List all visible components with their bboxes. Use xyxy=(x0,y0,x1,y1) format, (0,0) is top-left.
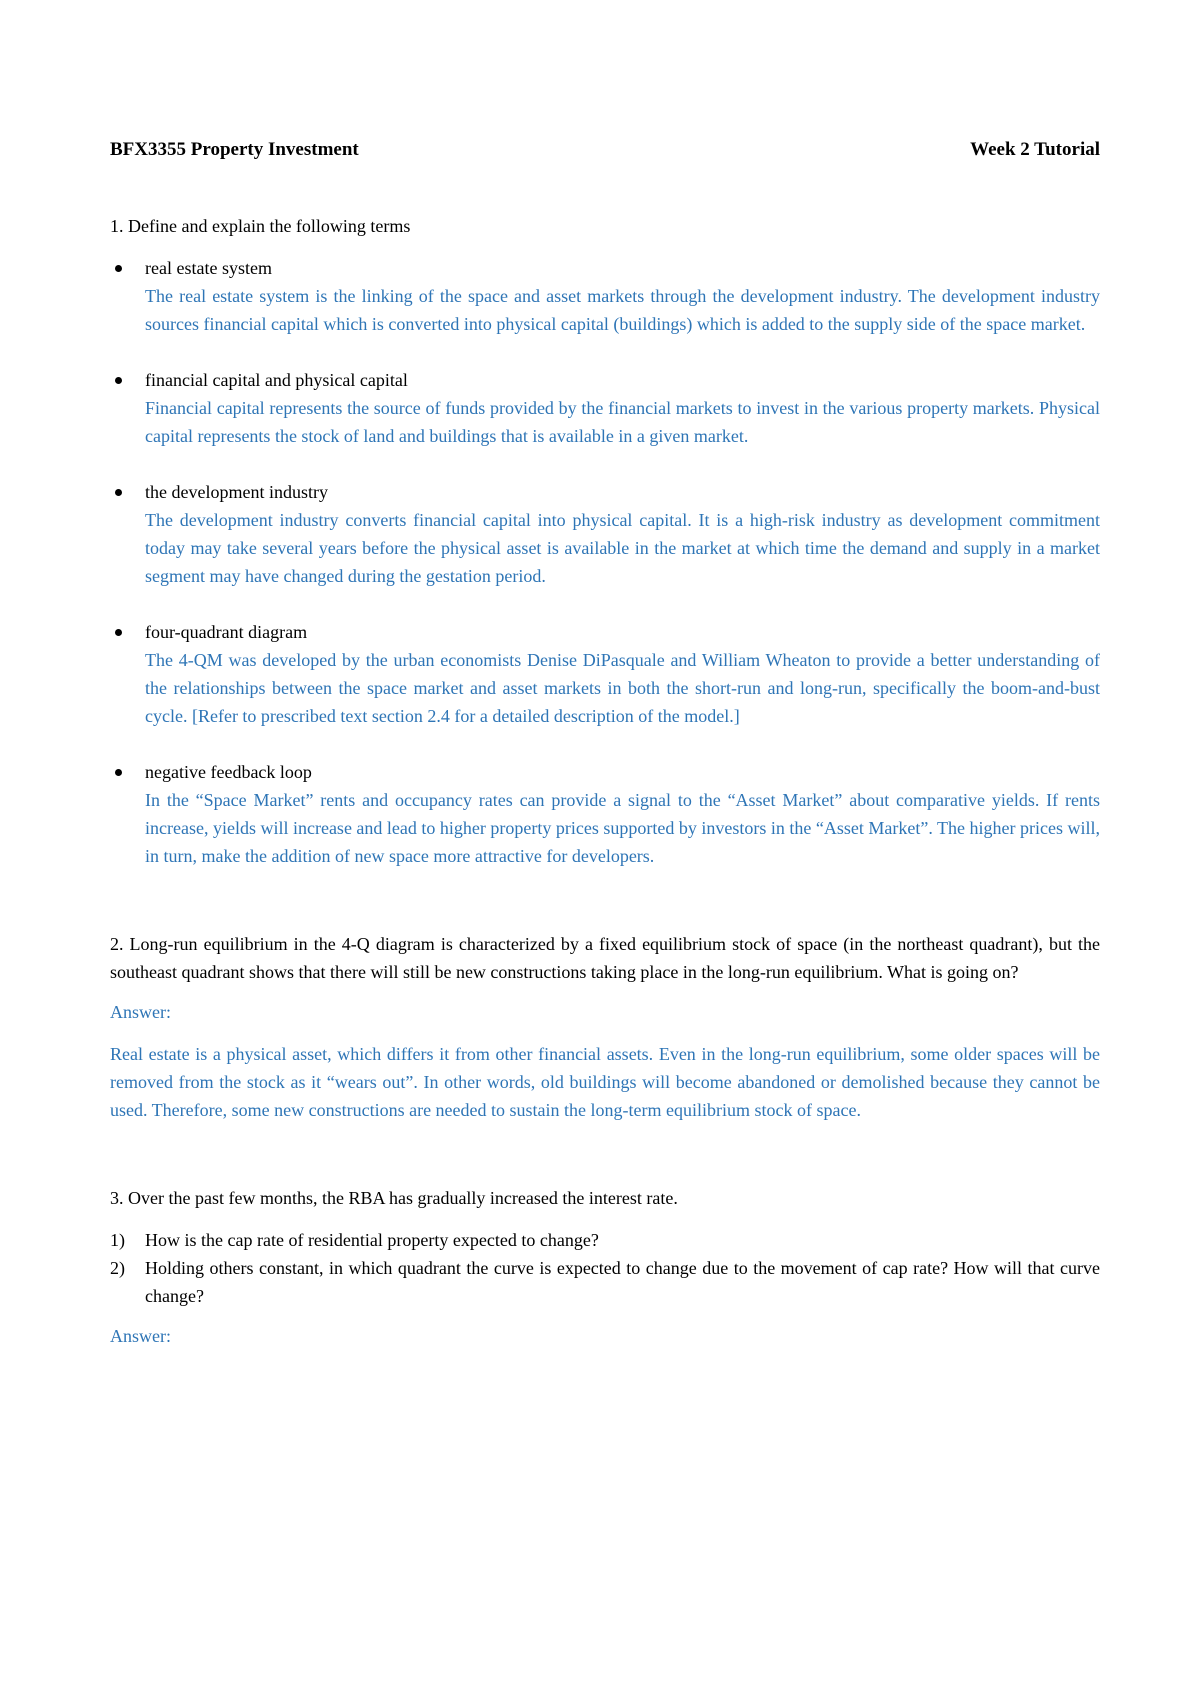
sub-question-number: 2) xyxy=(110,1258,125,1278)
sub-question xyxy=(110,1254,1100,1310)
question-2 xyxy=(110,930,1100,1124)
term-title: financial capital and physical capital xyxy=(145,370,408,390)
bullet-icon xyxy=(110,758,145,870)
bullet-icon xyxy=(110,366,145,450)
sub-question-text: How is the cap rate of residential property expected to change? xyxy=(145,1230,599,1250)
sub-question-text: Holding others constant, in which quadrant the curve is expected to change due to the movement of cap rate? How will that curve change? xyxy=(145,1258,1100,1306)
term-item xyxy=(110,254,1100,338)
question-2-prompt: 2. Long-run equilibrium in the 4-Q diagram is characterized by a fixed equilibrium stock of space (in the northeast quadrant), but the southeast quadrant shows that there will still be new constructions taking place in the long-run equilibrium. What is going on? xyxy=(110,934,1100,982)
term-item xyxy=(110,618,1100,730)
week-title: Week 2 Tutorial xyxy=(970,139,1100,160)
term-title: the development industry xyxy=(145,482,328,502)
question-3-prompt: 3. Over the past few months, the RBA has gradually increased the interest rate. xyxy=(110,1188,678,1208)
answer-label: Answer: xyxy=(110,1002,171,1022)
page-header xyxy=(110,136,1100,164)
question-1-prompt: 1. Define and explain the following terms xyxy=(110,216,411,236)
course-title: BFX3355 Property Investment xyxy=(110,139,359,160)
term-title: four-quadrant diagram xyxy=(145,622,308,642)
term-item xyxy=(110,758,1100,870)
question-2-answer: Real estate is a physical asset, which differs it from other financial assets. Even in the long-run equilibrium, some older spaces will be removed from the stock as it “wears out”. In other words, old buildings will become abandoned or demolished because they cannot be used. Therefore, some new constructions are needed to sustain the long-term equilibrium stock of space. xyxy=(110,1044,1100,1120)
term-definition: The development industry converts financial capital into physical capital. It is a high-risk industry as development commitment today may take several years before the physical asset is available in the market at which time the demand and supply in a market segment may have changed during the gestation period. xyxy=(145,510,1100,586)
term-item xyxy=(110,478,1100,590)
answer-label: Answer: xyxy=(110,1326,171,1346)
question-3 xyxy=(110,1184,1100,1350)
sub-question xyxy=(110,1226,1100,1254)
question-1 xyxy=(110,212,1100,870)
term-definition: The real estate system is the linking of the space and asset markets through the development industry. The development industry sources financial capital which is converted into physical capital (buildings) which is added to the supply side of the space market. xyxy=(145,286,1100,334)
term-definition: Financial capital represents the source of funds provided by the financial markets to invest in the various property markets. Physical capital represents the stock of land and buildings that is available in a given market. xyxy=(145,398,1100,446)
bullet-icon xyxy=(110,254,145,338)
term-title: negative feedback loop xyxy=(145,762,312,782)
term-title: real estate system xyxy=(145,258,272,278)
term-definition: The 4-QM was developed by the urban economists Denise DiPasquale and William Wheaton to provide a better understanding of the relationships between the space market and asset markets in both the short-run and long-run, specifically the boom-and-bust cycle. [Refer to prescribed text section 2.4 for a detailed description of the model.] xyxy=(145,650,1100,726)
sub-question-number: 1) xyxy=(110,1230,125,1250)
bullet-icon xyxy=(110,618,145,730)
term-item xyxy=(110,366,1100,450)
term-definition: In the “Space Market” rents and occupancy rates can provide a signal to the “Asset Market” about comparative yields. If rents increase, yields will increase and lead to higher property prices supported by investors in the “Asset Market”. The higher prices will, in turn, make the addition of new space more attractive for developers. xyxy=(145,790,1100,866)
bullet-icon xyxy=(110,478,145,590)
